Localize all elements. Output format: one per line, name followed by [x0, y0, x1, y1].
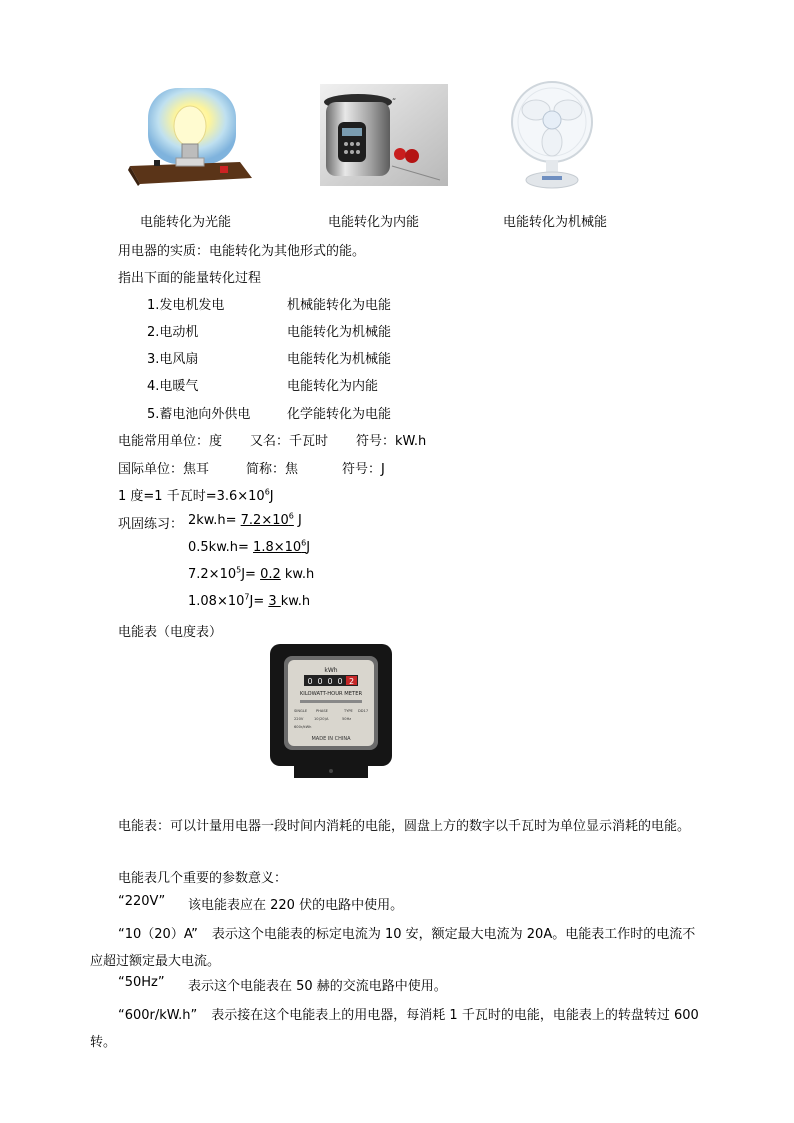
list-item: 2.电动机: [147, 325, 199, 340]
params-intro: 电能表几个重要的参数意义：: [118, 871, 288, 886]
meter-description: 电能表：可以计量用电器一段时间内消耗的电能，圆盘上方的数字以千瓦时为单位显示消耗的电能。: [118, 819, 691, 834]
svg-text:TYPE: TYPE: [344, 709, 353, 713]
list-item: 5.蓄电池向外供电: [147, 407, 251, 422]
si-symbol: 符号：J: [342, 462, 385, 477]
list-item-result: 电能转化为机械能: [287, 325, 392, 340]
unit-label: 电能常用单位：度: [118, 434, 223, 449]
practice-q1: $2kw.h= 7.2\times 10^6$ J: [188, 511, 302, 528]
param-desc: 表示这个电能表在 50 赫的交流电路中使用。: [188, 979, 447, 994]
unit-alias: 又名：千瓦时: [250, 434, 329, 449]
svg-text:DD17: DD17: [358, 709, 369, 713]
param-key: “220V”: [118, 894, 166, 909]
practice-label: 巩固练习：: [118, 517, 184, 532]
list-item-result: 电能转化为内能: [287, 379, 379, 394]
list-item: 3.电风扇: [147, 352, 199, 367]
meter-unit: kWh: [324, 667, 338, 674]
svg-text:10(20)A: 10(20)A: [314, 717, 329, 721]
meter-digit: 0: [317, 677, 323, 686]
svg-text:600r/kWh: 600r/kWh: [294, 725, 312, 729]
svg-text:PHASE: PHASE: [316, 709, 328, 713]
conversion-formula: 1 度=1 千瓦时$=3.6\times 10^6J$: [118, 487, 274, 504]
meter-digit: 0: [327, 677, 333, 686]
meter-digit: 0: [307, 677, 313, 686]
essence-text: 用电器的实质：电能转化为其他形式的能。: [118, 244, 366, 259]
list-item: 1.发电机发电: [147, 298, 225, 313]
electricity-meter-image: [270, 644, 392, 778]
list-item: 4.电暖气: [147, 379, 199, 394]
param-key: “50Hz”: [118, 975, 165, 990]
rice-cooker-image: [320, 84, 448, 186]
param-key: “10（20）A”: [118, 927, 198, 942]
param-desc: 表示接在这个电能表上的用电器，每消耗 1 千瓦时的电能，电能表上的转盘转过 600 转。: [90, 1008, 699, 1050]
param-desc: 表示这个电能表的标定电流为 10 安，额定最大电流为 20A。电能表工作时的电流不应超过额定最大电流。: [90, 927, 696, 969]
meter-title: KILOWATT-HOUR METER: [299, 691, 363, 697]
practice-q2: $0.5kw.h= 1.8\times 10^6J$: [188, 538, 311, 555]
param-desc: 该电能表应在 220 伏的电路中使用。: [188, 898, 404, 913]
svg-text:“: “: [392, 97, 397, 106]
electric-fan-image: [506, 80, 598, 192]
caption-light: 电能转化为光能: [140, 215, 232, 230]
si-abbr: 简称：焦: [246, 462, 299, 477]
caption-heat: 电能转化为内能: [328, 215, 420, 230]
meter-digit: 2: [348, 677, 355, 686]
meter-made-in: MADE IN CHINA: [311, 736, 351, 742]
list-item-result: 机械能转化为电能: [287, 298, 392, 313]
svg-text:50Hz: 50Hz: [342, 717, 352, 721]
caption-mechanical: 电能转化为机械能: [503, 215, 608, 230]
unit-symbol: 符号：kW.h: [356, 434, 427, 449]
practice-q4: $1.08\times 10^7J= 3$ kw.h: [188, 592, 311, 609]
svg-text:SINGLE: SINGLE: [294, 709, 308, 713]
param-item: [90, 921, 706, 975]
svg-text:220V: 220V: [294, 717, 304, 721]
si-label: 国际单位：焦耳: [118, 462, 210, 477]
param-key: “600r/kW.h”: [118, 1008, 198, 1023]
conversion-intro: 指出下面的能量转化过程: [118, 271, 262, 286]
param-item: [90, 1002, 706, 1056]
light-bulb-image: [128, 86, 252, 186]
list-item-result: 化学能转化为电能: [287, 407, 392, 422]
meter-heading: 电能表（电度表）: [118, 625, 223, 640]
list-item-result: 电能转化为机械能: [287, 352, 392, 367]
practice-q3: $7.2\times 10^5J= 0.2$ kw.h: [188, 565, 315, 582]
meter-digit: 0: [337, 677, 343, 686]
